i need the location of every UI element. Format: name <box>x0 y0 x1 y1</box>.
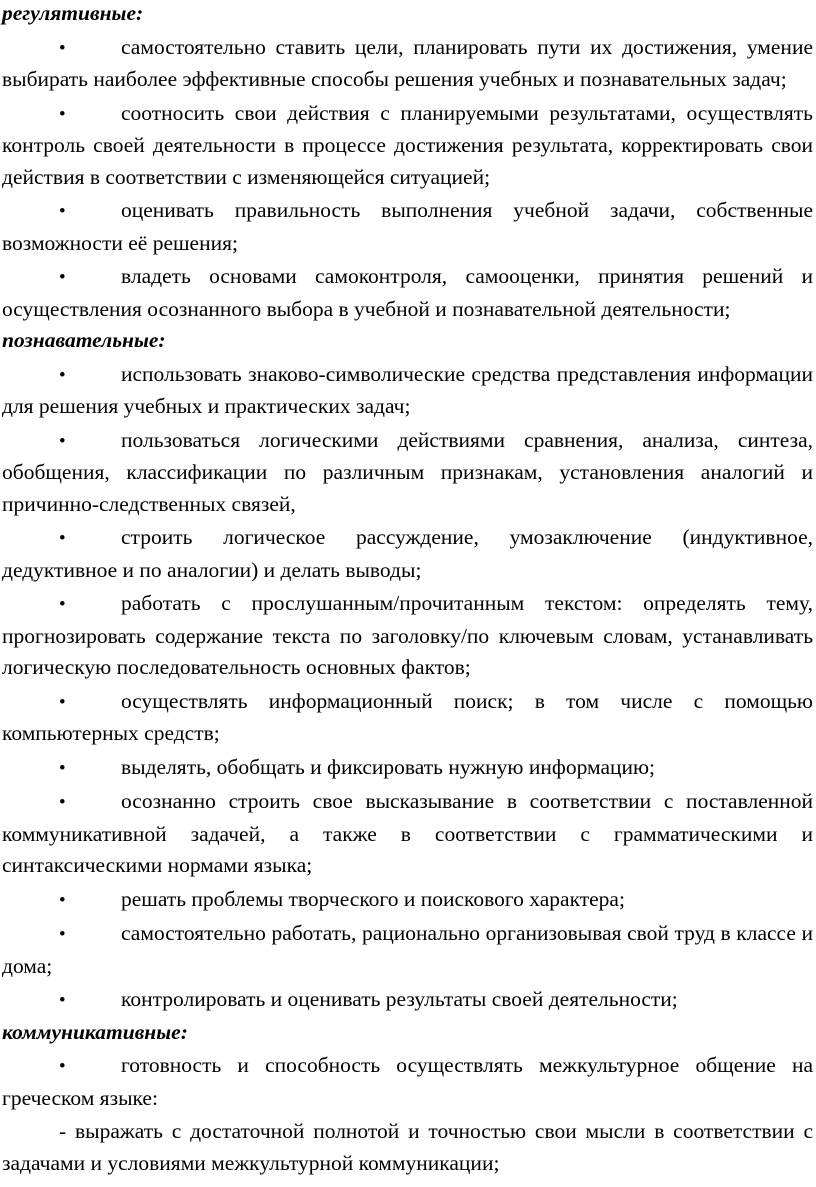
list-item-text: соотносить свои действия с планируемыми результатами, осуществлять контроль своей деятельности в процессе достижения результата, корректировать свои действия в соответствии с изменяющейся ситуацией; <box>2 100 813 189</box>
list-item <box>0 918 816 982</box>
bullet-icon: • <box>59 267 66 288</box>
list-item <box>0 1116 816 1179</box>
bullet-icon: • <box>59 924 66 945</box>
list-item-text: самостоятельно работать, рационально организовывая свой труд в классе и дома; <box>2 921 813 978</box>
list-item-text: пользоваться логическими действиями сравнения, анализа, синтеза, обобщения, классификации по различным признакам, установления аналогий и причинно-следственных связей, <box>2 427 813 516</box>
list-item <box>0 32 816 96</box>
dash-marker: - <box>59 1119 67 1143</box>
bullet-icon: • <box>59 364 66 386</box>
bullet-icon: • <box>59 792 66 813</box>
list-item-text: владеть основами самоконтроля, самооценки, принятия решений и осуществления осознанного выбора в учебной и познавательной деятельности; <box>2 264 813 321</box>
list-item-text: работать с прослушанным/прочитанным текстом: определять тему, прогнозировать содержание текста по заголовку/по ключевым словам, устанавливать логическую последовательность основных фактов; <box>2 591 813 679</box>
bullet-icon: • <box>59 37 66 59</box>
list-item-text: готовность и способность осуществлять межкультурное общение на греческом языке: <box>2 1053 813 1110</box>
section-heading-cognitive: познавательные: <box>2 328 166 352</box>
list-item <box>0 752 816 785</box>
list-item <box>0 588 816 684</box>
list-item <box>0 261 816 325</box>
bullet-icon: • <box>59 691 66 713</box>
list-item <box>0 425 816 521</box>
list-item-text: выражать с достаточной полнотой и точностью свои мысли в соответствии с задачами и условиями межкультурной коммуникации; <box>2 1119 814 1175</box>
bullet-icon: • <box>59 757 66 779</box>
bullet-icon: • <box>59 889 66 911</box>
list-item-text: строить логическое рассуждение, умозаключение (индуктивное, дедуктивное и по аналогии) и делать выводы; <box>2 525 813 582</box>
list-item-text: решать проблемы творческого и поискового характера; <box>121 886 625 911</box>
list-item <box>0 1050 816 1114</box>
list-item <box>0 984 816 1017</box>
list-item <box>0 786 816 882</box>
list-item <box>0 686 816 750</box>
bullet-icon: • <box>59 103 66 125</box>
list-item-text: осознанно строить свое высказывание в соответствии с поставленной коммуникативной задачей, а также в соответствии с грамматическими и синтаксическими нормами языка; <box>2 789 813 877</box>
list-item <box>0 98 816 194</box>
list-item <box>0 884 816 917</box>
list-item-text: оценивать правильность выполнения учебной задачи, собственные возможности её решения; <box>2 198 813 255</box>
list-item <box>0 359 816 423</box>
list-item-text: самостоятельно ставить цели, планировать пути их достижения, умение выбирать наиболее эффективные способы решения учебных и познавательных задач; <box>2 34 813 91</box>
bullet-icon: • <box>59 430 66 452</box>
section-heading-regulatory: регулятивные: <box>2 1 144 25</box>
list-item <box>0 195 816 259</box>
bullet-icon: • <box>59 1056 66 1077</box>
list-item-text: выделять, обобщать и фиксировать нужную информацию; <box>121 754 656 779</box>
list-item-text: осуществлять информационный поиск; в том числе с помощью компьютерных средств; <box>2 688 813 745</box>
bullet-icon: • <box>59 594 66 615</box>
list-item-text: контролировать и оценивать результаты своей деятельности; <box>121 987 678 1011</box>
section-heading-communicative: коммуникативные: <box>2 1019 188 1044</box>
bullet-icon: • <box>59 990 66 1011</box>
list-item <box>0 522 816 586</box>
bullet-icon: • <box>59 201 66 222</box>
list-item-text: использовать знаково-символические средства представления информации для решения учебных и практических задач; <box>2 361 813 418</box>
bullet-icon: • <box>59 528 66 549</box>
